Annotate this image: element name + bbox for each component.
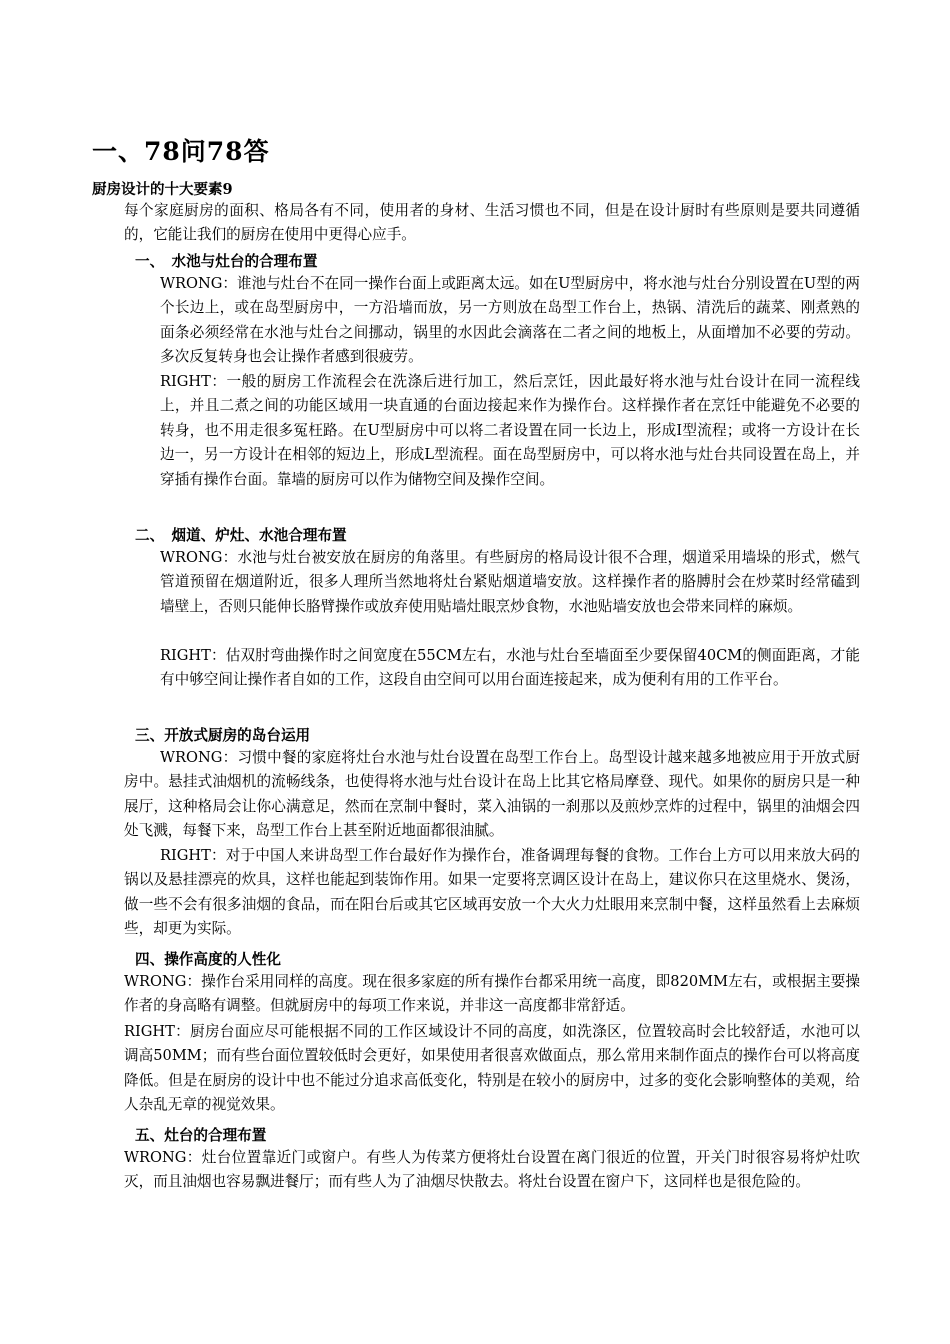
- section-heading: 三、开放式厨房的岛台运用: [135, 727, 311, 744]
- section-heading: 五、灶台的合理布置: [135, 1127, 267, 1144]
- section-heading: 二、 烟道、炉灶、水池合理布置: [135, 527, 347, 544]
- section-heading: 一、 水池与灶台的合理布置: [135, 253, 318, 270]
- wrong-paragraph: WRONG：操作台采用同样的高度。现在很多家庭的所有操作台都采用统一高度，即820MM左右，或根据主要操作者的身高略有调整。但就厨房中的每项工作来说，并非这一高度都非常舒适。: [124, 973, 860, 1015]
- intro-paragraph: 每个家庭厨房的面积、格局各有不同，使用者的身材、生活习惯也不同，但是在设计厨时有些原则是要共同遵循的，它能让我们的厨房在使用中更得心应手。: [124, 202, 860, 244]
- page-title: 一、78问78答: [92, 137, 270, 166]
- section-heading: 四、操作高度的人性化: [135, 951, 281, 968]
- right-paragraph: RIGHT：对于中国人来讲岛型工作台最好作为操作台，准备调理每餐的食物。工作台上方可以用来放大码的锅以及悬挂漂亮的炊具，这样也能起到装饰作用。如果一定要将烹调区设计在岛上，建议你只在这里烧水、煲汤，做一些不会有很多油烟的食品，而在阳台后或其它区域再安放一个大火力灶眼用来烹制中餐，这样虽然看上去麻烦些，却更为实际。: [124, 847, 860, 938]
- wrong-paragraph: WRONG：习惯中餐的家庭将灶台水池与灶台设置在岛型工作台上。岛型设计越来越多地被应用于开放式厨房中。悬挂式油烟机的流畅线条，也使得将水池与灶台设计在岛上比其它格局摩登、现代。如果你的厨房只是一种展厅，这种格局会让你心满意足，然而在烹制中餐时，菜入油锅的一刹那以及煎炒烹炸的过程中，锅里的油烟会四处飞溅，每餐下来，岛型工作台上甚至附近地面都很油腻。: [124, 749, 860, 840]
- section-subtitle: 厨房设计的十大要素9: [92, 181, 233, 198]
- wrong-paragraph: WRONG：灶台位置靠近门或窗户。有些人为传菜方便将灶台设置在离门很近的位置，开关门时很容易将炉灶吹灭，而且油烟也容易飘进餐厅；而有些人为了油烟尽快散去。将灶台设置在窗户下，这同样也是很危险的。: [124, 1149, 860, 1191]
- right-paragraph: RIGHT：一般的厨房工作流程会在洗涤后进行加工，然后烹饪，因此最好将水池与灶台设计在同一流程线上，并且二煮之间的功能区域用一块直通的台面边接起来作为操作台。这样操作者在烹饪中能避免不必要的转身，也不用走很多冤枉路。在U型厨房中可以将二者设置在同一长边上，形成I型流程；或将一方设计在长边一，另一方设计在相邻的短边上，形成L型流程。面在岛型厨房中，可以将水池与灶台共同设置在岛上，并穿插有操作台面。靠墙的厨房可以作为储物空间及操作空间。: [160, 373, 860, 488]
- right-paragraph: RIGHT：厨房台面应尽可能根据不同的工作区域设计不同的高度，如洗涤区，位置较高时会比较舒适，水池可以调高50MM；而有些台面位置较低时会更好，如果使用者很喜欢做面点，那么常用来制作面点的操作台可以将高度降低。但是在厨房的设计中也不能过分追求高低变化，特别是在较小的厨房中，过多的变化会影响整体的美观，给人杂乱无章的视觉效果。: [124, 1023, 860, 1114]
- right-paragraph: RIGHT：估双肘弯曲操作时之间宽度在55CM左右，水池与灶台至墙面至少要保留40CM的侧面距离，才能有中够空间让操作者自如的工作，这段自由空间可以用台面连接起来，成为便利有用的工作平台。: [160, 647, 860, 689]
- wrong-paragraph: WRONG：谁池与灶台不在同一操作台面上或距离太远。如在U型厨房中，将水池与灶台分别设置在U型的两个长边上，或在岛型厨房中，一方沿墙而放，另一方则放在岛型工作台上，热锅、清洗后的蔬菜、刚煮熟的面条必须经常在水池与灶台之间挪动，锅里的水因此会滴落在二者之间的地板上，从面增加不必要的劳动。多次反复转身也会让操作者感到很疲劳。: [160, 275, 860, 366]
- wrong-paragraph: WRONG：水池与灶台被安放在厨房的角落里。有些厨房的格局设计很不合理，烟道采用墙垛的形式，燃气管道预留在烟道附近，很多人理所当然地将灶台紧贴烟道墙安放。这样操作者的胳膊肘会在炒菜时经常磕到墙壁上，否则只能伸长胳臂操作或放弃使用贴墙灶眼烹炒食物，水池贴墙安放也会带来同样的麻烦。: [160, 549, 860, 615]
